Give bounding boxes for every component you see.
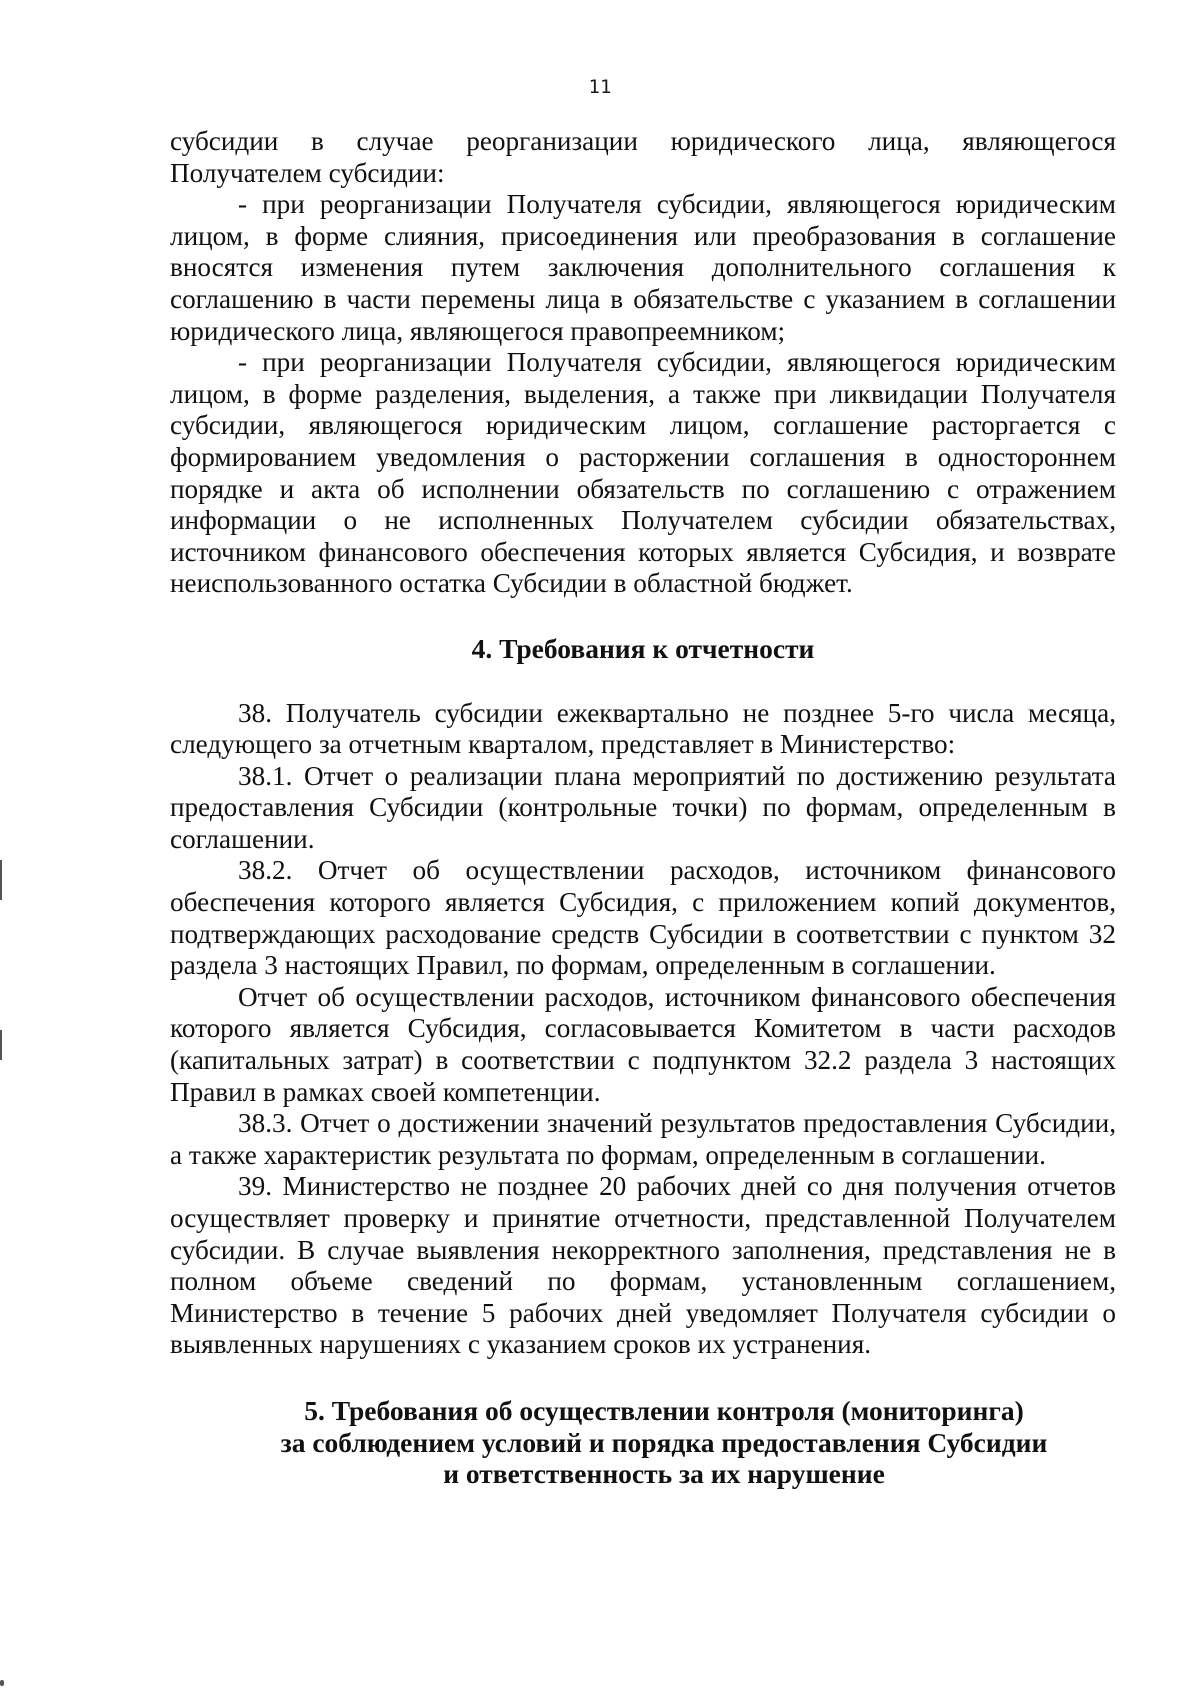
paragraph-38-2: 38.2. Отчет об осуществлении расходов, источником финансового обеспечения которого является Субсидия, с приложением копий документов, подтверждающих расходование средств Субсидии в соответствии с пунктом 32 раздела 3 настоящих Правил, по формам, определенным в соглашении. [170,855,1116,981]
section-5-heading-line-2: за соблюдением условий и порядка предоставления Субсидии [280,1426,1048,1458]
paragraph-38-1: 38.1. Отчет о реализации плана мероприятий по достижению результата предоставления Субсидии (контрольные точки) по формам, определенным в соглашении. [170,760,1116,854]
paragraph-38-2-note: Отчет об осуществлении расходов, источником финансового обеспечения которого является Субсидия, согласовывается Комитетом в части расходов (капитальных затрат) в соответствии с подпунктом 32.2 раздела 3 настоящих Правил в рамках своей компетенции. [170,981,1116,1107]
document-body [170,126,1116,1490]
section-5-heading-line-3: и ответственность за их нарушение [443,1458,885,1490]
section-4-heading: 4. Требования к отчетности [471,632,815,664]
section-5-heading [170,1395,1116,1490]
paragraph-38-3: 38.3. Отчет о достижении значений результатов предоставления Субсидии, а также характеристик результата по формам, определенным в соглашении. [170,1108,1116,1170]
scan-edge-mark [0,1030,2,1060]
page-number: 11 [588,76,612,98]
scan-edge-mark [0,1680,4,1686]
paragraph-39: 39. Министерство не позднее 20 рабочих дней со дня получения отчетов осуществляет проверку и принятие отчетности, представленной Получателем субсидии. В случае выявления некорректного заполнения, представления не в полном объеме сведений по формам, установленным соглашением, Министерство в течение 5 рабочих дней уведомляет Получателя субсидии о выявленных нарушениях с указанием сроков их устранения. [170,1171,1116,1360]
scan-edge-mark [0,860,2,900]
paragraph-continuation: субсидии в случае реорганизации юридического лица, являющегося Получателем субсидии: [170,126,1116,188]
section-5-heading-line-1: 5. Требования об осуществлении контроля (мониторинга) [304,1394,1024,1426]
paragraph-merger-reorganization: - при реорганизации Получателя субсидии, являющегося юридическим лицом, в форме слияния, присоединения или преобразования в соглашение вносятся изменения путем заключения дополнительного соглашения к соглашению в части перемены лица в обязательстве с указанием в соглашении юридического лица, являющегося правопреемником; [170,189,1116,346]
paragraph-38: 38. Получатель субсидии ежеквартально не позднее 5-го числа месяца, следующего за отчетным кварталом, представляет в Министерство: [170,697,1116,760]
paragraph-division-liquidation: - при реорганизации Получателя субсидии, являющегося юридическим лицом, в форме разделения, выделения, а также при ликвидации Получателя субсидии, являющегося юридическим лицом, соглашение расторгается с формированием уведомления о расторжении соглашения в одностороннем порядке и акта об исполнении обязательств по соглашению с отражением информации о не исполненных Получателем субсидии обязательствах, источником финансового обеспечения которых является Субсидия, и возврате неиспользованного остатка Субсидии в областной бюджет. [170,347,1116,599]
